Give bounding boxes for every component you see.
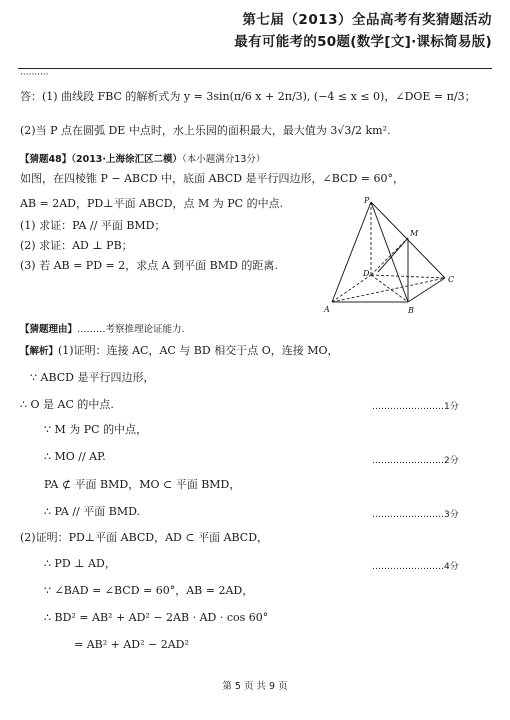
solution-row-1: [20, 344, 339, 357]
problem-statement-1: 如图，在四棱锥 P − ABCD 中，底面 ABCD 是平行四边形，∠BCD = 60°，: [20, 172, 404, 185]
label-D: D: [363, 269, 370, 278]
solution-step-5: ∴ MO // AP.: [44, 450, 106, 463]
problem-points: （本小题满分13分）: [182, 154, 266, 165]
label-P: P: [364, 196, 370, 205]
edge-AD: [332, 275, 371, 302]
label-A: A: [324, 305, 330, 314]
leading-dots: ··········: [20, 70, 49, 80]
reason-text: ………考察推理论证能力.: [77, 324, 185, 335]
solution-step-1: (1)证明：连接 AC，AC 与 BD 相交于点 O，连接 MO，: [58, 344, 339, 357]
solution-tag: 【解析】: [20, 346, 59, 357]
score-3: ……………………3分: [372, 510, 459, 520]
solution-step-6: PA ⊄ 平面 BMD，MO ⊂ 平面 BMD，: [44, 478, 241, 491]
solution-step-3: ∴ O 是 AC 的中点.: [20, 398, 114, 411]
solution-step-7: ∴ PA // 平面 BMD.: [44, 505, 141, 518]
label-M: M: [410, 229, 419, 238]
solution-step-12: = AB² + AD² − 2AD²: [74, 638, 189, 651]
solution-step-11: ∴ BD² = AB² + AD² − 2AB · AD · cos 60°: [44, 611, 269, 624]
reason-tag: 【猜题理由】: [20, 324, 78, 335]
problem-title: 【猜题48】（2013·上海徐汇区二模）: [20, 154, 183, 165]
answer-line-2: (2)当 P 点在圆弧 DE 中点时，水上乐园的面积最大，最大值为 3√3/2 km².: [20, 124, 391, 137]
problem-title-row: [20, 152, 265, 165]
problem-statement-2: AB = 2AD，PD⊥平面 ABCD，点 M 为 PC 的中点.: [20, 197, 284, 210]
pyramid-figure: [318, 192, 458, 320]
solution-step-10: ∵ ∠BAD = ∠BCD = 60°，AB = 2AD，: [44, 584, 254, 597]
edge-PA: [332, 202, 371, 302]
score-2: ……………………2分: [372, 456, 459, 466]
answer-line-1: 答：(1) 曲线段 FBC 的解析式为 y = 3sin(π/6 x + 2π/3), (−4 ≤ x ≤ 0)，∠DOE = π/3；: [20, 90, 476, 103]
edge-DB: [371, 275, 408, 302]
question-2: (2) 求证：AD ⊥ PB；: [20, 239, 133, 252]
score-4: ……………………4分: [372, 562, 459, 572]
score-1: ……………………1分: [372, 402, 459, 412]
label-B: B: [408, 306, 414, 315]
page-footer: 第 5 页 共 9 页: [222, 681, 288, 692]
solution-step-9: ∴ PD ⊥ AD，: [44, 557, 116, 570]
header-rule: [18, 68, 492, 69]
question-3: (3) 若 AB = PD = 2，求点 A 到平面 BMD 的距离.: [20, 259, 278, 272]
solution-step-8: (2)证明：PD⊥平面 ABCD，AD ⊂ 平面 ABCD，: [20, 531, 269, 544]
header-title-line2: 最有可能考的50题(数学[文]·课标简易版): [234, 34, 492, 50]
question-1: (1) 求证：PA // 平面 BMD；: [20, 219, 166, 232]
reason-row: [20, 322, 185, 335]
label-C: C: [448, 275, 455, 284]
solution-step-2: ∵ ABCD 是平行四边形，: [30, 371, 155, 384]
header-title-line1: 第七届（2013）全品高考有奖猜题活动: [242, 12, 492, 28]
page-header: [234, 8, 492, 50]
solution-step-4: ∵ M 为 PC 的中点，: [44, 423, 148, 436]
